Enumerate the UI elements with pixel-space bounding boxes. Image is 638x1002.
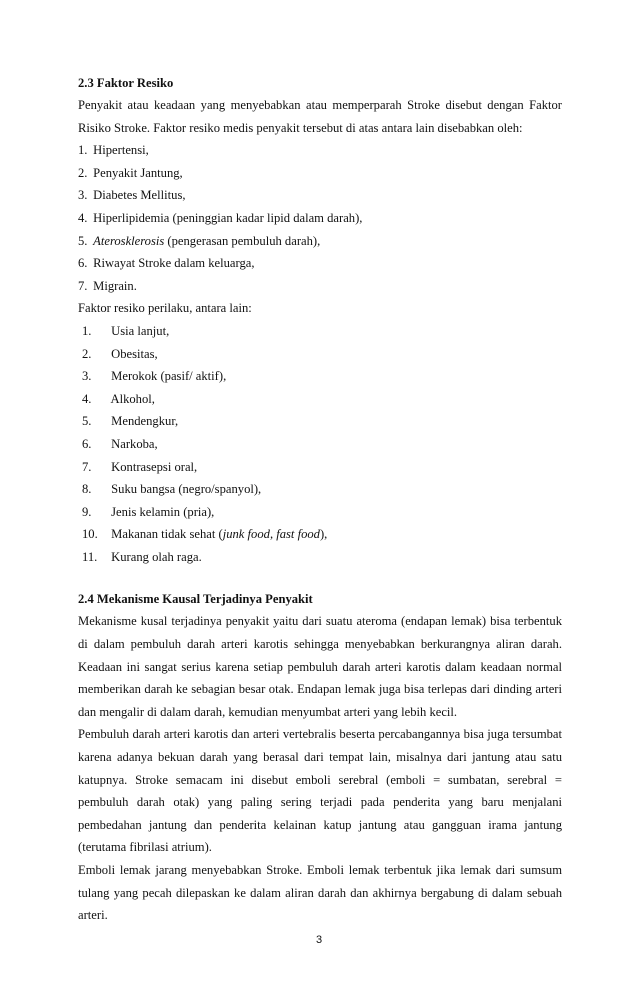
list-item: 8. Suku bangsa (negro/spanyol), — [82, 482, 262, 497]
list-item: 3. Diabetes Mellitus, — [78, 188, 186, 203]
page-number: 3 — [315, 934, 323, 946]
list-item: 4. Alkohol, — [82, 391, 155, 406]
list-item: 2. Obesitas, — [82, 346, 158, 361]
list-item: 1. Usia lanjut, — [82, 323, 170, 338]
list-item: 6. Narkoba, — [82, 436, 158, 451]
section-2-4-paragraph-2: Pembuluh darah arteri karotis dan arteri vertebralis beserta percabangannya bisa juga tersumbat karena adanya bekuan darah yang berasal dari tempat lain, misalnya dari jantung atau satu katupnya. Stroke semacam ini disebut emboli serebral (emboli = sumbatan, serebral = pembuluh darah otak) yang paling sering terjadi pada penderita yang baru menjalani pembedahan jantung dan penderita kelainan katup jantung atau gangguan irama jantung (terutama fibrilasi atrium). — [78, 727, 562, 855]
list-item: 3. Merokok (pasif/ aktif), — [82, 369, 227, 384]
section-2-3-intro: Penyakit atau keadaan yang menyebabkan atau memperparah Stroke disebut dengan Faktor Risiko Stroke. Faktor resiko medis penyakit tersebut di atas antara lain disebabkan oleh: — [78, 98, 562, 135]
list-item: 6. Riwayat Stroke dalam keluarga, — [78, 256, 255, 271]
section-heading-2-4: 2.4 Mekanisme Kausal Terjadinya Penyakit — [78, 592, 313, 607]
list-item: 7. Migrain. — [78, 278, 137, 293]
list-item: 2. Penyakit Jantung, — [78, 165, 183, 180]
section-spacer — [78, 568, 562, 588]
list-item: 4. Hiperlipidemia (peninggian kadar lipid dalam darah), — [78, 210, 363, 225]
list-item: 5. Mendengkur, — [82, 414, 179, 429]
list-item: 11. Kurang olah raga. — [82, 549, 202, 564]
page-content — [78, 72, 562, 927]
list-item: 1. Hipertensi, — [78, 143, 149, 158]
behavior-risk-intro: Faktor resiko perilaku, antara lain: — [78, 301, 252, 316]
list-item: 5. Aterosklerosis (pengerasan pembuluh darah), — [78, 233, 321, 248]
behavior-risk-list — [78, 320, 562, 569]
medical-risk-list — [78, 139, 562, 297]
list-item: 9. Jenis kelamin (pria), — [82, 504, 215, 519]
section-2-4-paragraph-3: Emboli lemak jarang menyebabkan Stroke. Emboli lemak terbentuk jika lemak dari sumsum tulang yang pecah dilepaskan ke dalam aliran darah dan akhirnya bergabung di dalam sebuah arteri. — [78, 863, 562, 923]
list-item: 7. Kontrasepsi oral, — [82, 459, 198, 474]
section-2-4-paragraph-1: Mekanisme kusal terjadinya penyakit yaitu dari suatu ateroma (endapan lemak) bisa terbentuk di dalam pembuluh darah arteri karotis sehingga menyebabkan berkurangnya aliran darah. Keadaan ini sangat serius karena setiap pembuluh darah arteri karotis dalam keadaan normal memberikan darah ke sebagian besar otak. Endapan lemak juga bisa terlepas dari dinding arteri dan mengalir di dalam darah, kemudian menyumbat arteri yang lebih kecil. — [78, 614, 562, 719]
list-item: 10. Makanan tidak sehat (junk food, fast food), — [82, 527, 328, 542]
section-heading-2-3: 2.3 Faktor Resiko — [78, 76, 174, 90]
